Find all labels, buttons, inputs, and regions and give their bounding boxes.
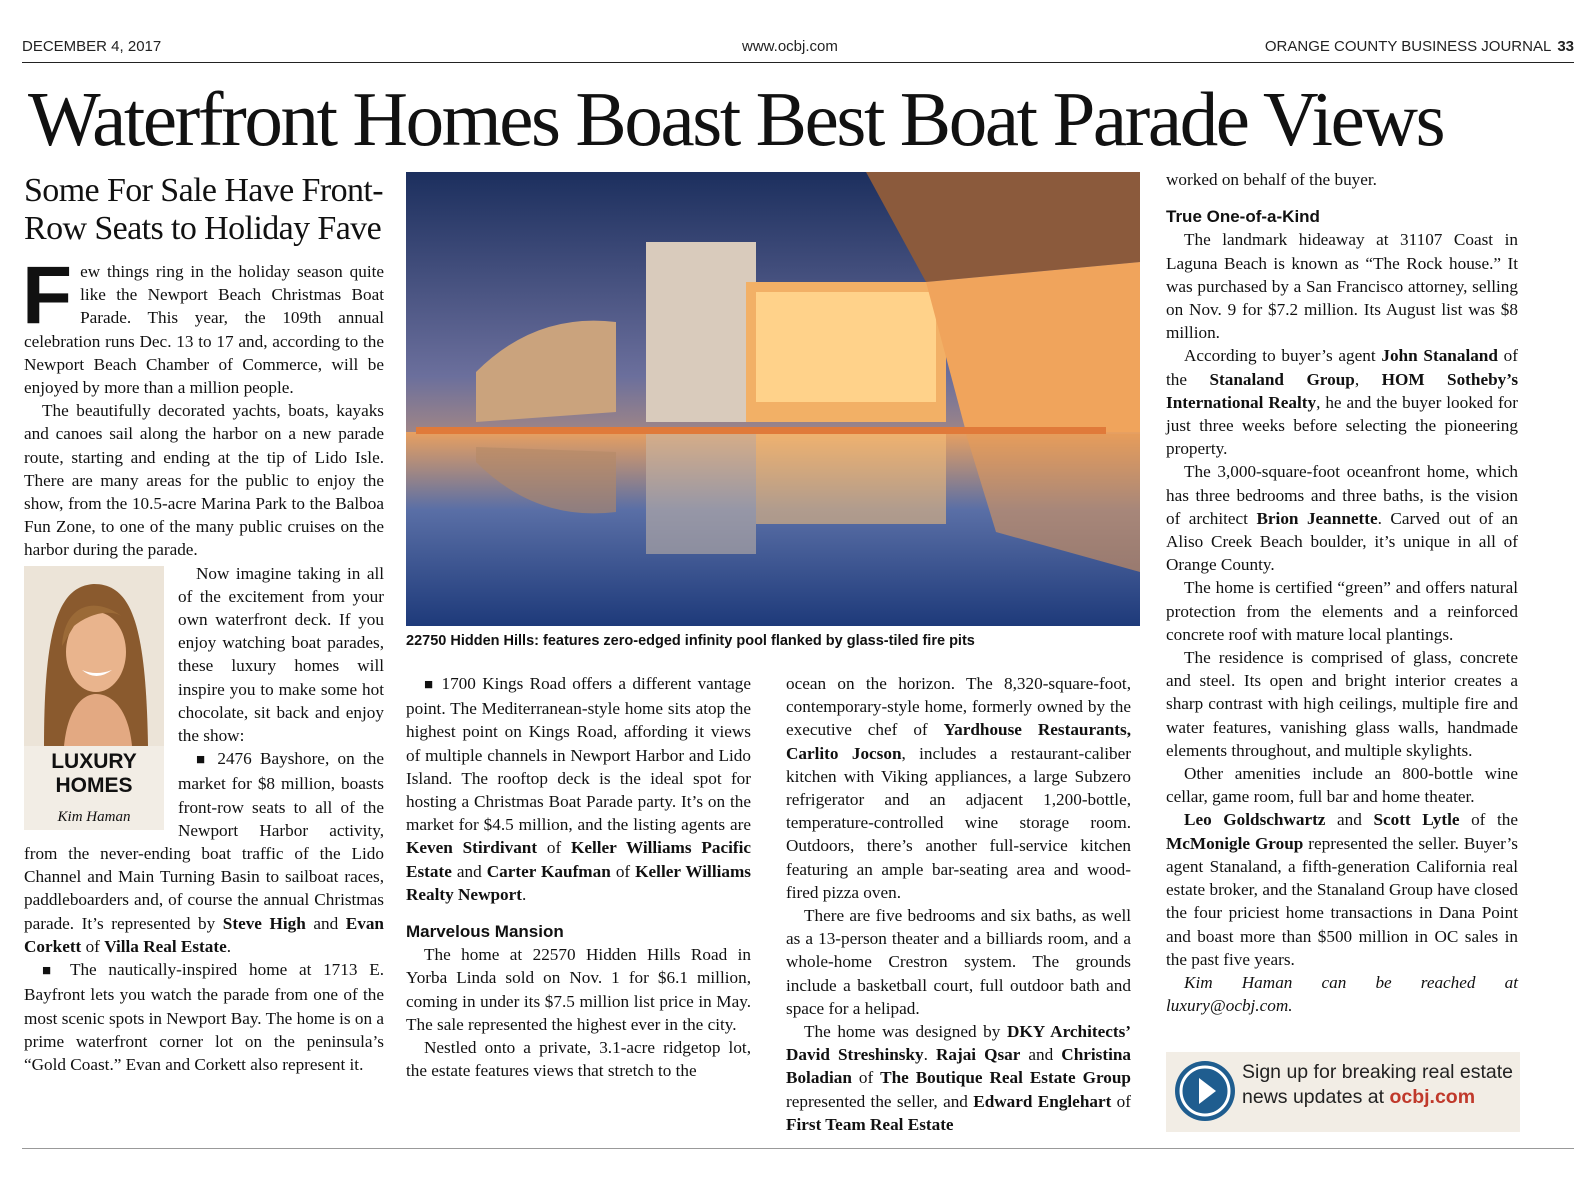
publication-name: ORANGE COUNTY BUSINESS JOURNAL 33 [1264, 38, 1574, 55]
paragraph: ■ 1700 Kings Road offers a different vantage point. The Mediterranean-style home sits atop the highest point on Kings Road, affording it views of multiple channels in Newport Harbor and Lido Island. The rooftop deck is the ideal spot for hosting a Christmas Boat Parade party. It’s on the market for $4.5 million, and the listing agents are Keven Stirdivant of Keller Williams Pacific Estate and Carter Kaufman of Keller Williams Realty Newport. [406, 674, 752, 904]
column-2 [406, 672, 751, 1082]
bullet-square-icon: ■ [42, 963, 59, 980]
paragraph: The beautifully decorated yachts, boats, kayaks and canoes sail along the harbor on a new parade route, starting and ending at the tip of Lido Isle. There are many areas for the public to enjoy the show, from the 10.5-acre Marina Park to the Balboa Fun Zone, to one of the many public cruises on the harbor during the parade. [24, 401, 384, 560]
promo-link[interactable]: ocbj.com [1389, 1086, 1476, 1108]
columnist-box [24, 566, 164, 830]
paragraph: worked on behalf of the buyer. [1166, 170, 1377, 189]
footer-rule [22, 1148, 1574, 1149]
column-4 [1166, 168, 1518, 1017]
website-link[interactable]: www.ocbj.com [742, 38, 838, 55]
bullet-square-icon: ■ [196, 752, 210, 769]
columnist-name: Kim Haman [57, 808, 131, 825]
promo-text: Sign up for breaking real estate news updates at ocbj.com [1242, 1061, 1514, 1108]
headline: Waterfront Homes Boast Best Boat Parade Views [28, 76, 1444, 162]
play-arrow-icon[interactable] [1174, 1060, 1236, 1122]
photo-caption: 22750 Hidden Hills: features zero-edged infinity pool flanked by glass-tiled fire pits [406, 633, 975, 649]
drop-cap: F [22, 250, 73, 341]
paragraph: ■ The nautically-inspired home at 1713 E. Bayfront lets you watch the parade from one of the most scenic spots in Newport Bay. The home is on a prime waterfront corner lot on the peninsula’s “Gold Coast.” Evan and Corkett also represent it. [24, 960, 384, 1074]
column-1 [22, 250, 385, 1076]
subhead: Marvelous Mansion [406, 922, 564, 942]
paragraph: ocean on the horizon. The 8,320-square-foot, contemporary-style home, formerly owned by the executive chef of Yardhouse Restaurants, Carlito Jocson, includes a restaurant-caliber kitchen with Viking appliances, a large Subzero refrigerator and an adjacent 1,200-bottle, temperature-controlled wine storage room. Outdoors, there’s another full-service kitchen featuring an ample bar-seating area and wood-fired pizza oven. [786, 674, 1131, 902]
columnist-portrait [24, 566, 164, 746]
paragraph: The home was designed by DKY Architects’ David Streshinsky. Rajai Qsar and Christina Boladian of The Boutique Real Estate Group represented the seller, and Edward Englehart of First Team Real Estate [786, 1022, 1131, 1134]
issue-date: DECEMBER 4, 2017 [22, 38, 162, 55]
deck: Some For Sale Have Front-Row Seats to Holiday Fave [24, 172, 383, 247]
column-3 [786, 672, 1131, 1136]
paragraph: The home is certified “green” and offers natural protection from the elements and a reinforced concrete roof with mature local plantings. [1166, 578, 1518, 644]
paragraph: The home at 22570 Hidden Hills Road in Yorba Linda sold on Nov. 1 for $6.1 million, coming in under its $7.5 million list price in May. The sale represented the highest ever in the city. [406, 945, 751, 1034]
paragraph: There are five bedrooms and six baths, as well as a 13-person theater and a billiards room, and a whole-home Crestron system. The grounds include a basketball court, full outdoor bath and space for a helipad. [786, 906, 1131, 1018]
subhead: True One-of-a-Kind [1166, 207, 1320, 227]
bullet-square-icon: ■ [424, 677, 436, 693]
paragraph: The landmark hideaway at 31107 Coast in Laguna Beach is known as “The Rock house.” It was purchased by a San Francisco attorney, selling on Nov. 9 for $7.2 million. Its August list was $8 million. [1166, 230, 1518, 343]
paragraph: The residence is comprised of glass, concrete and steel. Its open and bright interior creates a sharp contrast with high ceilings, multiple fire and water features, vanishing glass walls, handmade elements throughout, and multiple skylights. [1166, 648, 1518, 760]
paragraph: ew things ring in the holiday season quite like the Newport Beach Christmas Boat Parade. This year, the 109th annual celebration runs Dec. 13 to 17 and, according to the Newport Beach Chamber of Commerce, will be enjoyed by more than a million people. [24, 262, 384, 398]
paragraph: Now imagine taking in all of the excitement from your own waterfront deck. If you enjoy watching boat parades, these luxury homes will inspire you to make some hot chocolate, sit back and enjoy the show: [178, 563, 384, 746]
paragraph: The 3,000-square-foot oceanfront home, which has three bedrooms and three baths, is the vision of architect Brion Jeannette. Carved out of an Aliso Creek Beach boulder, it’s unique in all of Orange County. [1166, 462, 1518, 575]
paragraph: Other amenities include an 800-bottle wine cellar, game room, full bar and home theater. [1166, 764, 1518, 807]
column-label: LUXURY HOMES [51, 749, 137, 797]
page-header [22, 38, 1574, 63]
newsletter-promo[interactable] [1166, 1052, 1520, 1132]
author-signoff: Kim Haman can be reached at luxury@ocbj.com. [1166, 972, 1518, 1016]
paragraph: Nestled onto a private, 3.1-acre ridgetop lot, the estate features views that stretch to the [406, 1038, 751, 1081]
page-number: 33 [1557, 38, 1574, 55]
paragraph: ■ 2476 Bayshore, on the market for $8 million, boasts front-row seats to all of the Newport Harbor activity, from the never-ending boat traffic of the Lido Channel and Main Turning Basin to sailboat races, paddleboarders and, of course the annual Christmas parade. It’s represented by Steve High and Evan Corkett of Villa Real Estate. [24, 749, 385, 956]
feature-photo [406, 172, 1140, 626]
paragraph: According to buyer’s agent John Stanaland of the Stanaland Group, HOM Sotheby’s International Realty, he and the buyer looked for just three weeks before selecting the pioneering property. [1166, 346, 1519, 459]
paragraph: Leo Goldschwartz and Scott Lytle of the McMonigle Group represented the seller. Buyer’s agent Stanaland, a fifth-generation California real estate broker, and the Stanaland Group have closed the four priciest home transactions in Dana Point and boast more than $500 million in OC sales in the past five years. [1166, 810, 1518, 969]
